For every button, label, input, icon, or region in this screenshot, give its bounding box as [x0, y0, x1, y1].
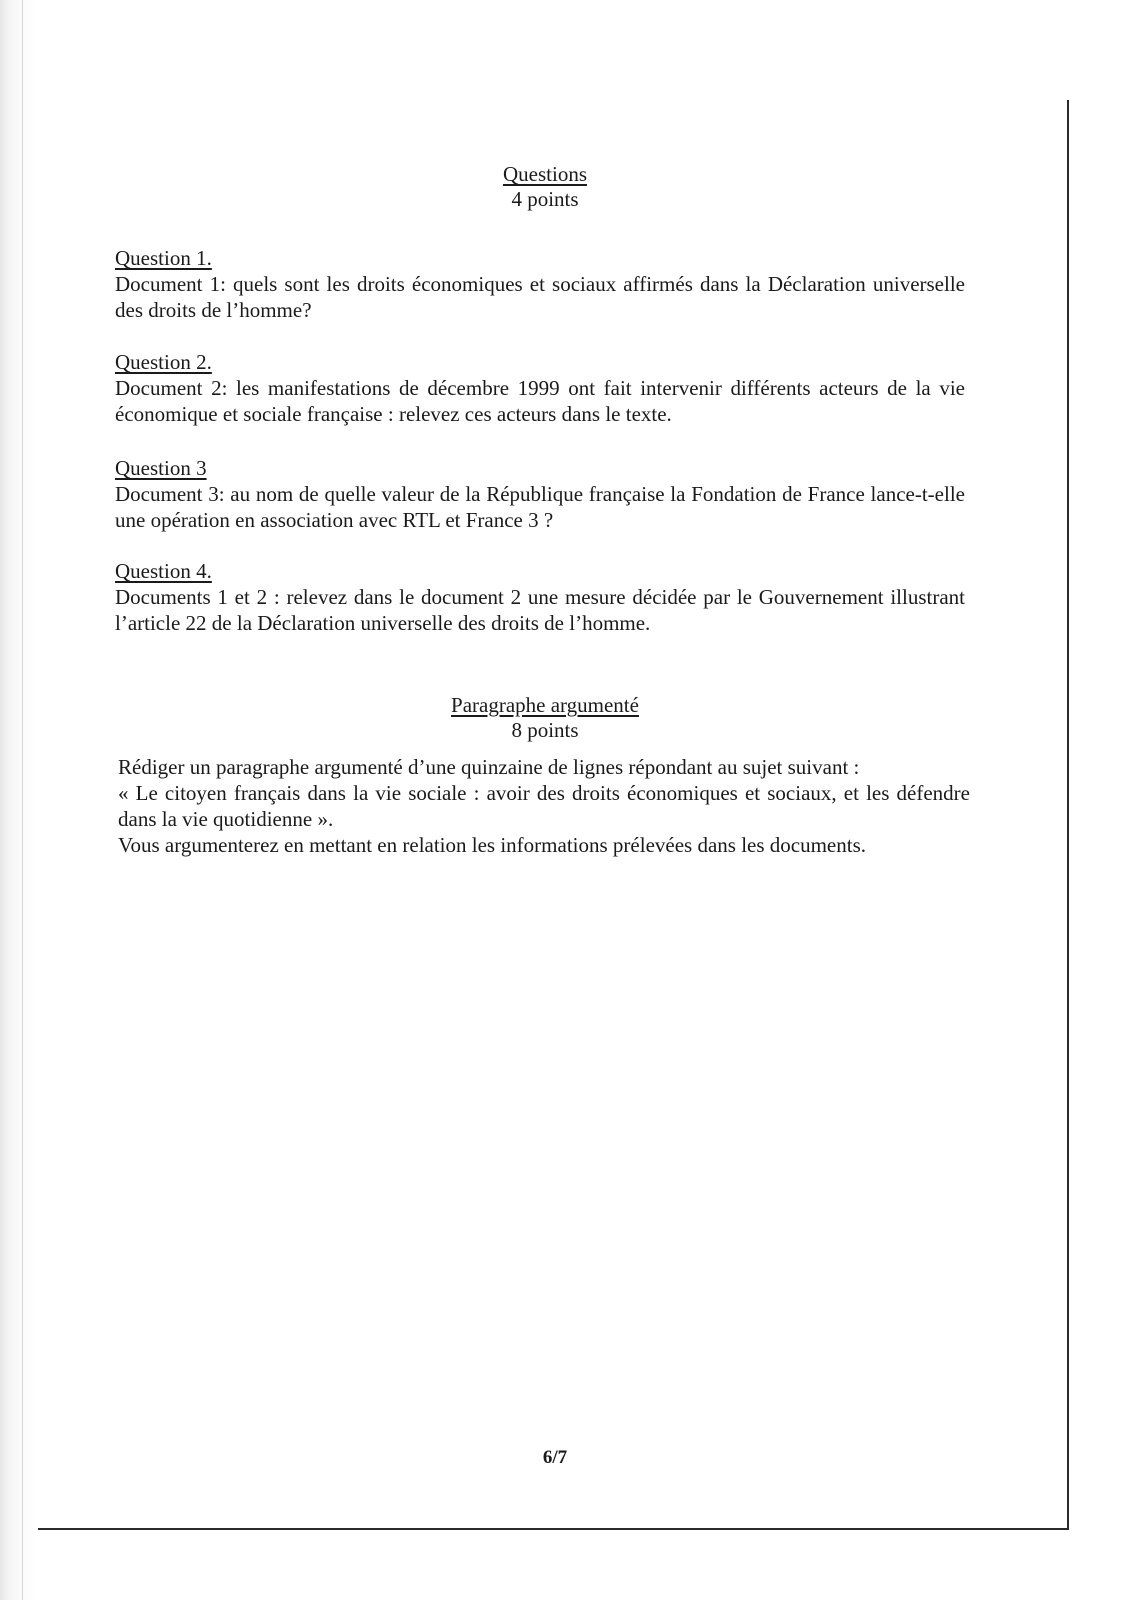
questions-section-header — [0, 162, 1090, 212]
page-bottom-border — [38, 1528, 1069, 1530]
question-text: Document 1: quels sont les droits économiques et sociaux affirmés dans la Déclaration universelle des droits de l’homme? — [115, 272, 965, 322]
question-text: Documents 1 et 2 : relevez dans le document 2 une mesure décidée par le Gouvernement illustrant l’article 22 de la Déclaration universelle des droits de l’homme. — [115, 585, 965, 635]
question-block-1 — [115, 245, 965, 323]
questions-section-points: 4 points — [511, 187, 579, 211]
paragraph-instruction: Rédiger un paragraphe argumenté d’une quinzaine de lignes répondant au sujet suivant : — [118, 755, 860, 779]
page-number: 6/7 — [542, 1447, 568, 1468]
question-text: Document 2: les manifestations de décembre 1999 ont fait intervenir différents acteurs de la vie économique et sociale française : relevez ces acteurs dans le texte. — [115, 376, 965, 426]
question-title: Question 4. — [115, 559, 212, 583]
paragraph-instructions — [118, 754, 970, 858]
scan-left-edge-shadow — [0, 0, 40, 1600]
paragraph-note: Vous argumenterez en mettant en relation les informations prélevées dans les documents. — [118, 833, 867, 857]
question-block-4 — [115, 558, 965, 636]
paragraph-section-title: Paragraphe argumenté — [451, 693, 639, 717]
question-title: Question 2. — [115, 350, 212, 374]
question-title: Question 1. — [115, 246, 212, 270]
paragraph-subject: « Le citoyen français dans la vie sociale : avoir des droits économiques et sociaux, et les défendre dans la vie quotidienne ». — [118, 781, 970, 831]
question-title: Question 3 — [115, 456, 207, 480]
scan-left-edge-line — [22, 0, 23, 1600]
question-block-2 — [115, 349, 965, 427]
question-text: Document 3: au nom de quelle valeur de la République française la Fondation de France lance-t-elle une opération en association avec RTL et France 3 ? — [115, 482, 965, 532]
question-block-3 — [115, 455, 965, 533]
page-right-border — [1067, 100, 1069, 1530]
paragraph-section-header — [0, 693, 1090, 743]
paragraph-section-points: 8 points — [511, 718, 579, 742]
questions-section-title: Questions — [503, 162, 587, 186]
